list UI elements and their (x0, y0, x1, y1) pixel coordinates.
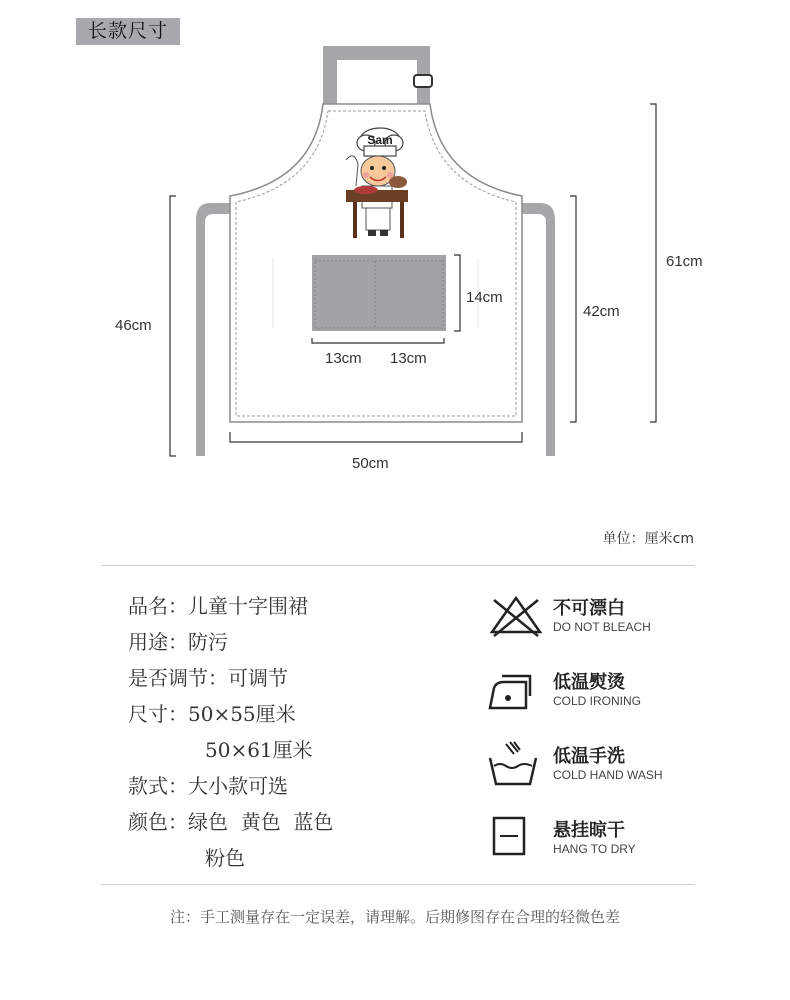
care-item-cold-iron (486, 666, 706, 740)
spec-row-color-2: 粉色 (205, 846, 245, 870)
spec-row-size-2: 50×61厘米 (205, 738, 313, 762)
strap-buckle (414, 75, 432, 87)
care-en-no-bleach: DO NOT BLEACH (553, 620, 651, 634)
pocket (312, 255, 446, 331)
dim-line-total-height (650, 104, 656, 422)
unit-note: 单位：厘米cm (602, 531, 694, 547)
dim-line-width (230, 432, 522, 442)
spec-row-use: 用途：防污 (128, 630, 228, 654)
label-body-height: 42cm (583, 303, 620, 320)
label-pocket-left-width: 13cm (325, 350, 362, 367)
top-divider (101, 565, 695, 566)
care-cn-hand-wash: 低温手洗 (553, 746, 625, 767)
spec-row-style: 款式：大小款可选 (128, 774, 288, 798)
spec-row-size: 尺寸：50×55厘米 (128, 702, 296, 726)
label-side-height: 46cm (115, 317, 152, 334)
section-title: 长款尺寸 (76, 18, 180, 45)
care-en-hang-dry: HANG TO DRY (553, 842, 636, 856)
label-total-height: 61cm (666, 253, 703, 270)
hang-dry-icon (486, 814, 546, 862)
cold-iron-icon (486, 666, 546, 714)
care-item-hang-dry (486, 814, 706, 888)
bottom-divider (101, 884, 695, 885)
care-item-no-bleach (486, 592, 706, 666)
care-en-hand-wash: COLD HAND WASH (553, 768, 663, 782)
left-waist-tie (196, 203, 232, 456)
care-item-hand-wash (486, 740, 706, 814)
care-instructions (486, 592, 706, 888)
label-pocket-right-width: 13cm (390, 350, 427, 367)
spec-row-name: 品名：儿童十字围裙 (128, 594, 308, 618)
care-en-cold-iron: COLD IRONING (553, 694, 642, 708)
dim-line-body-height (570, 196, 576, 422)
no-bleach-icon (486, 592, 546, 640)
care-cn-no-bleach: 不可漂白 (553, 598, 625, 619)
dim-line-side-height (170, 196, 176, 456)
hand-wash-icon (486, 740, 546, 788)
right-waist-tie (520, 203, 555, 456)
footer-note: 注：手工测量存在一定误差，请理解。后期修图存在合理的轻微色差 (169, 908, 620, 926)
spec-row-adjustable: 是否调节：可调节 (128, 666, 288, 690)
spec-row-color: 颜色：绿色 黄色 蓝色 (128, 810, 334, 834)
label-width: 50cm (352, 455, 389, 472)
label-pocket-height: 14cm (466, 289, 503, 306)
care-cn-cold-iron: 低温熨烫 (553, 672, 625, 693)
spec-list (128, 588, 333, 876)
chef-hat-name: Sam (367, 133, 393, 147)
care-cn-hang-dry: 悬挂晾干 (553, 820, 625, 841)
